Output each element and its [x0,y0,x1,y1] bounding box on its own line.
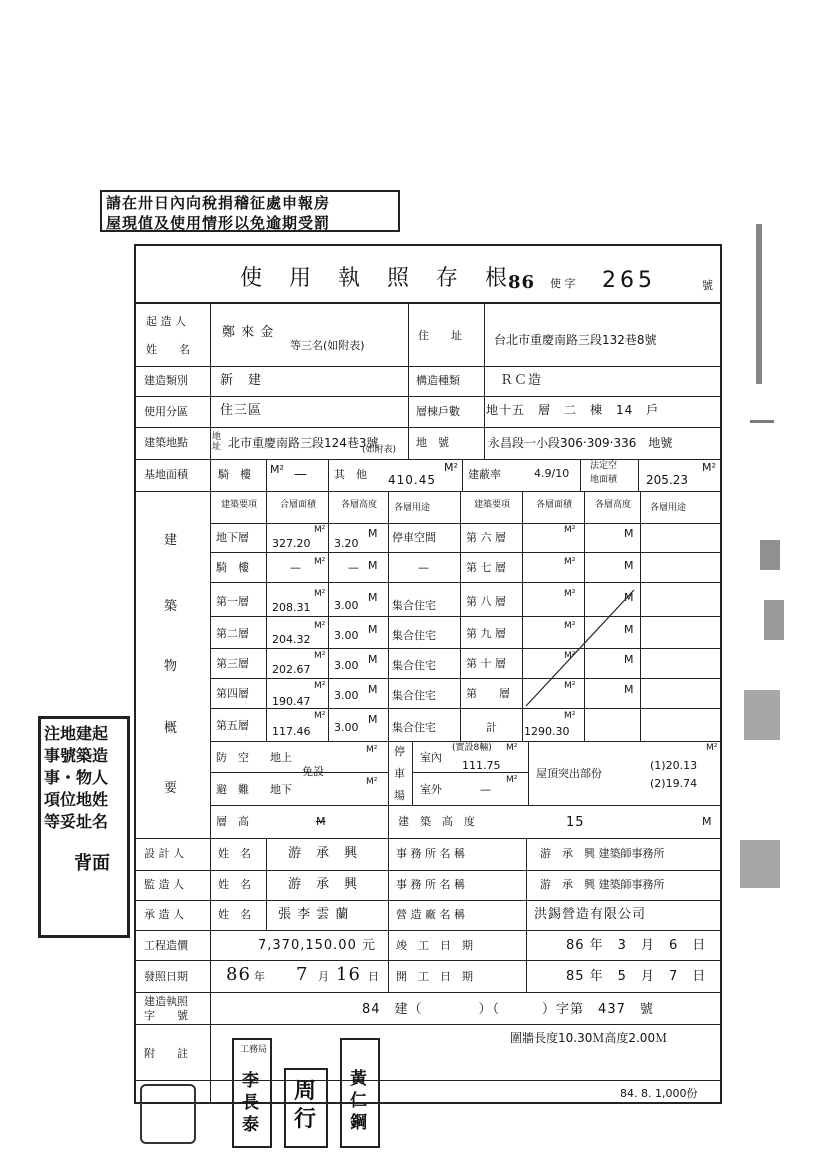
seal-name: 李長泰 [242,1071,260,1135]
permit-value: 84 建（ ）（ ）字第 437 號 [362,1002,654,1017]
seal-mark [140,1084,196,1144]
floor-name-right: 第 層 [466,687,510,700]
coverage-value: 4.9/10 [534,467,570,480]
lot-label: 地 號 [416,436,449,449]
area-label: 基地面積 [144,468,188,481]
side-note-line: 事號築造 [44,746,109,765]
type-label: 建造類別 [144,374,188,387]
rule [210,678,722,679]
floor-name: 地下層 [216,531,249,544]
rule [210,552,722,553]
rule [412,772,528,773]
unit-m2: M² [314,557,326,567]
rule [134,459,722,460]
rule [328,459,329,491]
rule [638,459,639,491]
builder-label: 姓 名 [146,343,190,356]
permit-year: 86 [508,272,536,293]
rule [134,930,722,931]
remarks-label: 附 註 [144,1047,188,1060]
floor-height-value: M [316,815,326,828]
roof-value-1: (1)20.13 [650,759,698,772]
table-header: 各層高度 [594,500,631,510]
unit-m: M [624,653,634,666]
floor-name: 第三層 [216,657,249,670]
floor-height: 3.00 [334,721,359,734]
structure-value: ＲＣ造 [500,373,543,388]
floor-area: 204.32 [272,633,311,646]
contractor-label: 承 造 人 [144,908,184,921]
side-note-box [38,716,130,938]
unit-m2: M² [366,745,378,755]
unit-m: M [368,527,378,540]
total-area: 1290.30 [524,725,570,738]
table-header: 合層面積 [279,500,316,510]
issue-month-unit: 月 [318,970,329,983]
rule [134,427,722,428]
unit-m2: M² [506,775,518,785]
building-height-unit: M [702,815,712,828]
rule [134,900,722,901]
scan-artifact [750,420,774,423]
rule [526,838,527,992]
site-note: (如附表) [362,445,397,455]
floor-use: 集合住宅 [392,599,436,612]
rule [460,491,461,741]
floor-area: 117.46 [272,725,311,738]
site-address: 北市重慶南路三段124巷3號 [228,436,379,450]
rule [134,838,722,839]
table-header: 各層面積 [535,500,572,510]
rule [134,870,722,871]
floor-name: 第四層 [216,687,249,700]
unit-m2: M² [314,651,326,661]
floor-height: — [348,561,359,574]
rule [580,459,581,491]
cost-label: 工程造價 [144,939,188,952]
issue-label: 發照日期 [144,970,188,983]
office-label: 事 務 所 名 稱 [396,878,465,891]
parking-label: 停 [394,745,405,758]
cost-value: 7,370,150.00 元 [258,938,376,953]
other-value: 410.45 [388,473,436,487]
permit-suffix: 號 [702,279,713,292]
parking-label: 場 [394,789,405,802]
scan-artifact [740,840,780,888]
site-label: 建築地點 [144,436,188,449]
zone-label: 使用分區 [144,405,188,418]
rule [210,805,722,806]
floor-name-right: 第 六 層 [466,531,506,544]
unit-m2: M² [564,681,576,691]
open-label: 法定空 [590,461,618,471]
address-value: 台北市重慶南路三段132巷8號 [494,333,657,347]
parking-label: 車 [394,767,405,780]
rule [462,459,463,491]
floor-area: — [290,561,301,574]
rule [388,838,389,992]
designer-office: 游 承 興 建築師事務所 [540,847,665,860]
floor-area: 202.67 [272,663,311,676]
address-label: 住 址 [418,329,462,342]
section-label-char: 概 [164,721,179,736]
shelter-exempt: 免設 [302,765,324,778]
rule [134,302,722,304]
seal-name: 黃仁鋼 [350,1069,368,1133]
unit-m: M [368,713,378,726]
floor-use: — [418,561,429,574]
unit-m: M [368,623,378,636]
rule [134,491,722,492]
floor-area: 190.47 [272,695,311,708]
floor-name-right: 第 七 層 [466,561,506,574]
unit-m2: M² [314,681,326,691]
floor-name: 第五層 [216,719,249,732]
builder-name: 鄭 來 金 [222,325,275,340]
total-label: 計 [486,721,497,734]
rule [134,1024,722,1025]
open-unit: M² [702,461,716,474]
official-seal [232,1038,272,1148]
open-label: 地面積 [590,475,618,485]
rule [640,491,641,741]
rule [528,741,529,805]
rule [210,616,722,617]
unit-m2: M² [564,711,576,721]
seal-name: 周行 [294,1079,318,1132]
tax-notice-stamp [100,190,400,232]
parking-indoor-value: 111.75 [462,759,501,772]
side-note-back: 背面 [74,853,110,874]
table-header: 各層高度 [340,500,377,510]
floors-value: 地十五 層 二 棟 14 戶 [486,403,660,417]
floor-name-right: 第 九 層 [466,627,506,640]
side-note-line: 項位地姓 [44,790,109,809]
floor-use: 停車空間 [392,531,436,544]
start-date: 85 年 5 月 7 日 [566,969,707,984]
unit-m: M [624,683,634,696]
unit-m: M [624,591,634,604]
floor-area: 327.20 [272,537,311,550]
issue-day-unit: 日 [368,970,379,983]
section-label-char: 建 [164,533,179,548]
floor-name-right: 第 八 層 [466,595,506,608]
floor-height: 3.00 [334,599,359,612]
shelter-label: 避 難 [216,783,249,796]
side-note-line: 事・物人 [44,768,109,787]
unit-m2: M² [314,589,326,599]
rule [266,491,267,741]
section-label-char: 要 [164,781,179,796]
rule [210,523,722,524]
rule [210,708,722,709]
issue-month: 7 [296,964,309,985]
official-seal [340,1038,380,1148]
rule [388,491,389,838]
scan-artifact [760,540,780,570]
floor-use: 集合住宅 [392,721,436,734]
zone-value: 住三區 [220,403,263,418]
building-height-label: 建 築 高 度 [398,815,475,828]
floor-use: 集合住宅 [392,629,436,642]
name-label: 姓 名 [218,878,251,891]
permit-label: 建造執照 [144,995,188,1008]
side-note-line: 等妥址名 [44,812,109,831]
lot-value: 永昌段一小段306‧309‧336 地號 [488,436,673,450]
notice-line-1: 請在卅日內向稅捐稽征處申報房 [106,194,331,212]
unit-m: M [368,683,378,696]
coverage-label: 建蔽率 [468,468,501,481]
floor-use: 集合住宅 [392,659,436,672]
parking-indoor-label: 室內 [420,751,442,764]
unit-m2: M² [366,777,378,787]
supervisor-office: 游 承 興 建築師事務所 [540,878,665,891]
rule [134,992,722,993]
scan-artifact [764,600,784,640]
other-unit: M² [444,461,458,474]
arcade-unit: M² [270,463,284,476]
shelter-ground: 地上 [270,751,292,764]
rule [408,304,409,459]
rule [134,396,722,397]
unit-m2: M² [564,557,576,567]
floor-height-label: 層 高 [216,815,249,828]
unit-m: M [368,653,378,666]
designer-label: 設 計 人 [144,847,184,860]
arcade-value: — [294,467,308,482]
scan-artifact [756,224,762,384]
floors-label: 層棟戶數 [416,405,460,418]
scan-artifact [744,690,780,740]
unit-m: M [368,559,378,572]
rule [484,304,485,459]
table-header: 建築要項 [220,500,257,510]
parking-outdoor-value: — [480,783,491,796]
unit-m2: M² [564,525,576,535]
floor-height: 3.20 [334,537,359,550]
permit-number: 265 [602,268,656,293]
open-value: 205.23 [646,473,688,487]
unit-m2: M² [564,589,576,599]
unit-m: M [624,623,634,636]
official-seal [284,1068,328,1148]
rule [210,741,722,742]
company-label: 營 造 廠 名 稱 [396,908,465,921]
form-title: 使 用 執 照 存 根 [240,266,517,291]
name-label: 姓 名 [218,908,251,921]
office-label: 事 務 所 名 稱 [396,847,465,860]
unit-m: M [368,591,378,604]
rule [328,491,329,741]
issue-day: 16 [336,964,361,985]
rule [266,838,267,930]
name-label: 姓 名 [218,847,251,860]
floor-height: 3.00 [334,659,359,672]
floor-name: 騎 樓 [216,561,249,574]
designer-name: 游 承 興 [288,846,359,861]
floor-height: 3.00 [334,689,359,702]
contractor-company: 洪錫營造有限公司 [534,907,647,922]
unit-m: M [624,527,634,540]
table-header: 各層用途 [650,503,687,513]
unit-m2: M² [564,621,576,631]
unit-m2: M² [706,743,718,753]
contractor-name: 張 李 雲 蘭 [278,907,350,922]
building-height-value: 15 [566,815,585,830]
rule [134,1080,722,1081]
print-note: 84. 8. 1,000份 [620,1087,698,1100]
supervisor-label: 監 造 人 [144,878,184,891]
rule [210,304,211,1104]
shelter-label: 防 空 [216,751,249,764]
rule [266,459,267,491]
supervisor-name: 游 承 興 [288,877,359,892]
table-header: 建築要項 [473,500,510,510]
rule [210,772,388,773]
rule [412,741,413,805]
builder-extra: 等三名(如附表) [290,339,365,352]
floor-use: 集合住宅 [392,689,436,702]
builder-label: 起 造 人 [146,315,186,328]
remarks-text: 圍牆長度10.30Ｍ高度2.00Ｍ [510,1031,668,1045]
permit-prefix: 使 字 [550,277,576,290]
unit-m2: M² [314,525,326,535]
unit-m2: M² [314,711,326,721]
parking-outdoor-label: 室外 [420,783,442,796]
start-label: 開 工 日 期 [396,970,473,983]
floor-name-right: 第 十 層 [466,657,506,670]
rule [210,582,722,583]
unit-m: M [624,559,634,572]
floor-name: 第一層 [216,595,249,608]
roof-label: 屋頂突出部份 [536,767,602,780]
floor-name: 第二層 [216,627,249,640]
rule [134,960,722,961]
seal-header: 工務局 [240,1045,268,1055]
completion-label: 竣 工 日 期 [396,939,473,952]
rule [134,366,722,367]
permit-label: 字 號 [144,1009,188,1022]
roof-value-2: (2)19.74 [650,777,698,790]
strike-line [522,586,640,710]
shelter-basement: 地下 [270,783,292,796]
completion-date: 86 年 3 月 6 日 [566,938,707,953]
arcade-label: 騎 樓 [218,468,251,481]
side-note-line: 注地建起 [44,724,109,743]
unit-m2: M² [564,651,576,661]
other-label: 其 他 [334,468,367,481]
parking-indoor-note: (實設8輛) [452,743,492,753]
rule [210,648,722,649]
issue-year-unit: 年 [254,970,265,983]
structure-label: 構造種類 [416,374,460,387]
unit-m2: M² [314,621,326,631]
floor-height: 3.00 [334,629,359,642]
notice-line-2: 屋現值及使用情形以免逾期受罰 [106,214,331,232]
type-value: 新 建 [220,373,263,388]
issue-year: 86 [226,964,251,985]
site-sub: 地址 [212,432,222,452]
section-label-char: 物 [164,659,179,674]
floor-area: 208.31 [272,601,311,614]
unit-m2: M² [506,743,518,753]
table-header: 各層用途 [394,503,431,513]
section-label-char: 築 [164,599,179,614]
